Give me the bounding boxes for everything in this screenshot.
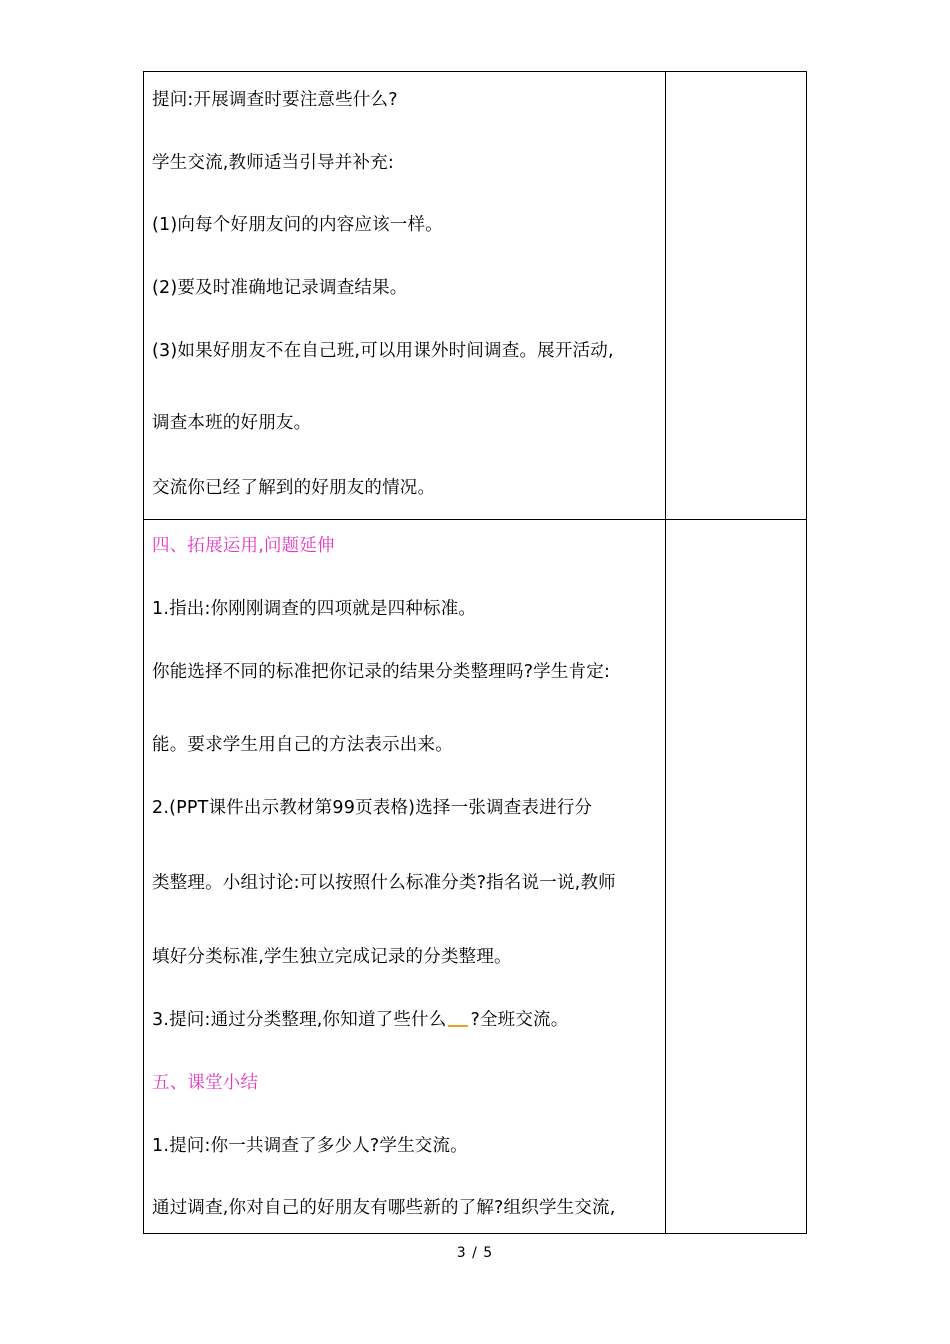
text-line: (1)向每个好朋友问的内容应该一样。 [152,215,443,235]
page-number: 3 / 5 [456,1245,494,1261]
table-row [144,520,807,1234]
fill-blank-underline [448,1025,468,1027]
text-line [152,1008,568,1032]
text-line: 2.(PPT课件出示教材第99页表格)选择一张调查表进行分 [152,798,593,818]
text-segment: 3.提问:通过分类整理,你知道了些什么 [152,1010,447,1030]
notes-cell [666,520,807,1234]
text-line: 调查本班的好朋友。 [152,413,312,433]
section-heading: 四、拓展运用,问题延伸 [152,536,335,556]
table-row [144,72,807,520]
notes-cell [666,72,807,520]
text-line: 提问:开展调查时要注意些什么? [152,90,398,110]
text-line: 类整理。小组讨论:可以按照什么标准分类?指名说一说,教师 [152,873,616,893]
text-line: 填好分类标准,学生独立完成记录的分类整理。 [152,947,512,967]
text-segment: ?全班交流。 [470,1010,569,1030]
content-cell [144,520,666,1234]
text-line: 通过调查,你对自己的好朋友有哪些新的了解?组织学生交流, [152,1198,616,1218]
text-line: (2)要及时准确地记录调查结果。 [152,278,408,298]
text-line: 1.提问:你一共调查了多少人?学生交流。 [152,1136,468,1156]
section-heading: 五、课堂小结 [152,1073,259,1093]
text-line: 交流你已经了解到的好朋友的情况。 [152,478,436,498]
lesson-table [143,71,807,1234]
text-line: 1.指出:你刚刚调查的四项就是四种标准。 [152,599,477,619]
text-line: 学生交流,教师适当引导并补充: [152,153,394,173]
content-cell [144,72,666,520]
text-line: 能。要求学生用自己的方法表示出来。 [152,735,453,755]
text-line: 你能选择不同的标准把你记录的结果分类整理吗?学生肯定: [152,662,611,682]
text-line: (3)如果好朋友不在自己班,可以用课外时间调查。展开活动, [152,341,614,361]
